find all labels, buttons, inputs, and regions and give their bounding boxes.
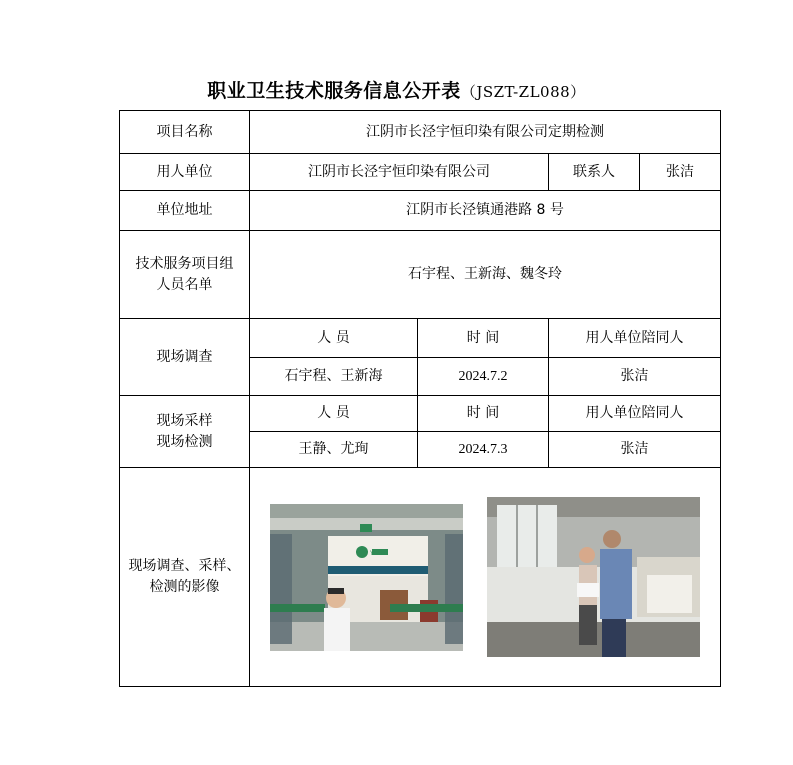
sampling-label-line1: 现场采样 <box>156 412 213 429</box>
team-label: 技术服务项目组人员名单 <box>120 231 250 319</box>
survey-col-time: 时 间 <box>418 319 549 358</box>
images-label-line1: 现场调查、采样、 <box>128 558 241 574</box>
sampling-time: 2024.7.3 <box>418 432 549 468</box>
photo-worker-interview <box>487 497 700 657</box>
sampling-col-escort: 用人单位陪同人 <box>549 396 721 432</box>
sampling-label-line2: 现场检测 <box>156 433 213 450</box>
sampling-label <box>120 396 250 468</box>
info-table <box>119 110 721 687</box>
address-value: 江阴市长泾镇通港路 8 号 <box>250 191 721 231</box>
row-team <box>120 231 721 319</box>
contact-label: 联系人 <box>549 154 640 191</box>
employer-label: 用人单位 <box>120 154 250 191</box>
title-text: 职业卫生技术服务信息公开表 <box>207 80 461 102</box>
project-name-label: 项目名称 <box>120 111 250 154</box>
photo-site-entrance <box>270 504 463 651</box>
contact-value: 张洁 <box>640 154 721 191</box>
photo-signage-text: YHU <box>370 549 383 557</box>
images-label <box>120 468 250 687</box>
sampling-col-personnel: 人 员 <box>250 396 418 432</box>
row-images <box>120 468 721 687</box>
images-label-line2: 检测的影像 <box>149 579 220 595</box>
survey-label: 现场调查 <box>120 319 250 396</box>
team-value: 石宇程、王新海、魏冬玲 <box>250 231 721 319</box>
row-address <box>120 191 721 231</box>
row-employer <box>120 154 721 191</box>
row-survey-header <box>120 319 721 358</box>
survey-col-personnel: 人 员 <box>250 319 418 358</box>
survey-col-escort: 用人单位陪同人 <box>549 319 721 358</box>
page-title <box>0 76 793 103</box>
photo-group <box>254 497 716 657</box>
employer-value: 江阴市长泾宇恒印染有限公司 <box>250 154 549 191</box>
row-sampling-header <box>120 396 721 432</box>
survey-personnel: 石宇程、王新海 <box>250 358 418 396</box>
address-label: 单位地址 <box>120 191 250 231</box>
sampling-personnel: 王静、尤珣 <box>250 432 418 468</box>
survey-time: 2024.7.2 <box>418 358 549 396</box>
project-name-value: 江阴市长泾宇恒印染有限公司定期检测 <box>250 111 721 154</box>
survey-escort: 张洁 <box>549 358 721 396</box>
images-cell <box>250 468 721 687</box>
sampling-escort: 张洁 <box>549 432 721 468</box>
title-code: （JSZT-ZL088） <box>460 83 586 101</box>
row-project-name <box>120 111 721 154</box>
sampling-col-time: 时 间 <box>418 396 549 432</box>
